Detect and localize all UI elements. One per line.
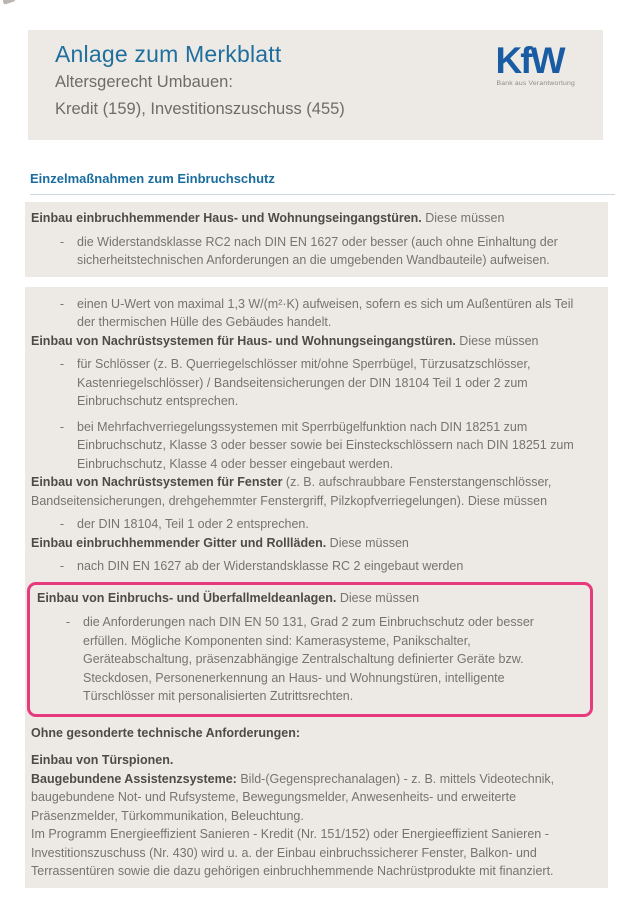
- assistance-paragraph-bold: Baugebundene Assistenzsysteme:: [31, 771, 237, 786]
- content-block-measures: [25, 287, 608, 888]
- measure-lead-retrofit-doors-bold: Einbau von Nachrüstsystemen für Haus- und Wohnungseingangstüren.: [31, 333, 456, 348]
- measure-lead-alarms-bold: Einbau von Einbruchs- und Überfallmeldeanlagen.: [37, 590, 337, 605]
- kfw-logo-tagline: Bank aus Verantwortung: [496, 80, 575, 87]
- bullet-item: [37, 613, 585, 706]
- bullet-text-multilock: bei Mehrfachverriegelungssystemen mit Sperrbügelfunktion nach DIN 18251 zum Einbruchschutz, Klasse 3 oder besser sowie bei Einsteckschlössern nach DIN 18251 zum Einbruchschutz, Klasse 4 oder besser eingebaut werden.: [77, 419, 574, 471]
- measure-lead-retrofit-doors: [31, 332, 598, 351]
- scan-artifact: [3, 0, 16, 5]
- measure-lead-doors: [31, 209, 598, 228]
- bullet-item: [31, 355, 598, 411]
- bullet-dash: -: [59, 296, 65, 311]
- measure-lead-grilles: [31, 534, 598, 553]
- bullet-text-rc2: die Widerstandsklasse RC2 nach DIN EN 1627 oder besser (auch ohne Einhaltung der sicherheitstechnischen Anforderungen an die umgebenden Wandbauteile) aufweisen.: [77, 234, 558, 267]
- measure-lead-retrofit-windows-bold: Einbau von Nachrüstsystemen für Fenster: [31, 475, 283, 489]
- bullet-text-uwert: einen U-Wert von maximal 1,3 W/(m²·K) aufweisen, sofern es sich um Außentüren als Teil der thermischen Hülle des Gebäudes handelt.: [77, 296, 574, 329]
- measure-lead-doors-bold: Einbau einbruchhemmender Haus- und Wohnungseingangstüren.: [31, 211, 422, 225]
- measure-lead-retrofit-doors-rest: Diese müssen: [455, 333, 539, 348]
- document-subtitle-products: Kredit (159), Investitionszuschuss (455): [55, 100, 345, 118]
- assistance-paragraph-rest: Bild-(Gegensprechanalagen) - z. B. mittels Videotechnik, baugebundene Not- und Rufsysteme, Bewegungsmelder, Anwesenheits- und erweiterte Präsenzmelder, Türkommunikation, Beleuchtung.: [31, 771, 555, 823]
- assistance-paragraph: [31, 770, 598, 826]
- no-requirements-heading: Ohne gesonderte technische Anforderungen:: [31, 725, 301, 740]
- measure-lead-grilles-rest: Diese müssen: [326, 535, 409, 550]
- footer-note: Im Programm Energieeffizient Sanieren - Kredit (Nr. 151/152) oder Energieeffizient Sanieren - Investitionszuschuss (Nr. 430) wird u. a. der Einbau einbruchssicherer Fenster, Balkon- und Terrassentüren sowie die dazu gehörigen einbruchhemmende Nachrüstprodukte mit finanziert.: [31, 827, 554, 878]
- measure-lead-retrofit-windows-rest: (z. B. aufschraubbare Fensterstangenschlösser, Bandseitensicherungen, drehgehemmter Fenstergriff, Pilzkopfverriegelungen). Diese müssen: [31, 475, 552, 508]
- door-viewer-line: Einbau von Türspionen.: [31, 753, 174, 767]
- document-title: Anlage zum Merkblatt: [55, 41, 282, 67]
- measure-lead-doors-rest: Diese müssen: [421, 211, 505, 225]
- measure-lead-alarms: [37, 589, 585, 608]
- bullet-dash: -: [59, 559, 65, 573]
- bullet-text-rc2-grilles: nach DIN EN 1627 ab der Widerstandsklasse RC 2 eingebaut werden: [77, 559, 464, 573]
- bullet-dash: -: [59, 234, 65, 249]
- bullet-text-locks: für Schlösser (z. B. Querriegelschlösser mit/ohne Sperrbügel, Türzusatzschlösser, Kastenriegelschlösser) / Bandseitensicherungen der DIN 18104 Teil 1 oder 2 zum Einbruchschutz entsprechen.: [77, 357, 531, 408]
- bullet-dash: -: [65, 615, 71, 629]
- bullet-item: [31, 295, 598, 332]
- bullet-item: [31, 515, 598, 534]
- content-block-doors: [25, 202, 608, 277]
- content-area: [25, 171, 608, 888]
- highlight-box-alarm-systems: [27, 582, 593, 717]
- bullet-text-din18104: der DIN 18104, Teil 1 oder 2 entsprechen.: [77, 517, 309, 531]
- bullet-item: [31, 418, 598, 474]
- measure-lead-alarms-rest: Diese müssen: [336, 590, 420, 605]
- header-panel: [28, 30, 603, 140]
- measure-lead-retrofit-windows: [31, 473, 598, 510]
- section-heading: Einzelmaßnahmen zum Einbruchschutz: [30, 171, 275, 186]
- bullet-dash: -: [59, 517, 65, 531]
- bullet-item: [31, 557, 598, 576]
- bullet-item: [31, 233, 598, 270]
- bullet-dash: -: [59, 419, 65, 434]
- kfw-logo-text: KfW: [495, 40, 564, 81]
- bullet-text-alarm-requirements: die Anforderungen nach DIN EN 50 131, Grad 2 zum Einbruchschutz oder besser erfüllen. Mögliche Komponenten sind: Kamerasysteme, Panikschalter, Geräteabschaltung, präsenzabhängige Zentralschaltung definierter Geräte bzw. Steckdosen, Personenerkennung an Haus- und Wohnungstüren, intelligente Türschlösser mit personalisierten Zutrittsrechten.: [83, 615, 534, 703]
- kfw-logo: [495, 40, 575, 87]
- heading-rule: [30, 194, 615, 195]
- document-subtitle-program: Altersgerecht Umbauen:: [55, 73, 233, 91]
- measure-lead-grilles-bold: Einbau einbruchhemmender Gitter und Rollläden.: [31, 535, 327, 550]
- bullet-dash: -: [59, 357, 65, 371]
- block-gap: [25, 277, 608, 287]
